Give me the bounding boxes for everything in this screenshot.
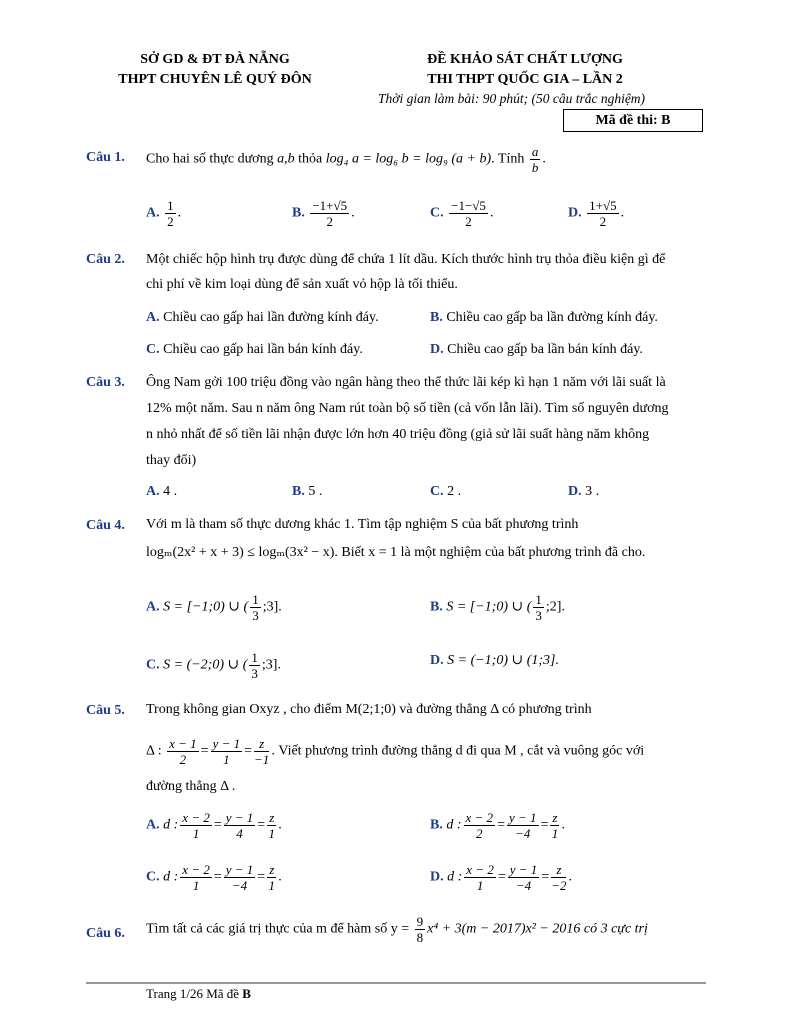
q5-line3: đường thẳng Δ . — [146, 779, 236, 794]
q4-label: Câu 4. — [86, 518, 125, 533]
q2-label: Câu 2. — [86, 252, 125, 267]
q3-line2: 12% một năm. Sau n năm ông Nam rút toàn bộ số tiền (cả vốn lẫn lãi). Tìm số nguyên dương — [146, 401, 669, 416]
q3-line4: thay đổi) — [146, 453, 197, 468]
q5-option-a[interactable]: A. d : $\frac{x - 2}{1}$ = $\frac{y - 1}{4}$ = $\frac{z}{1}$ . — [146, 810, 282, 841]
school-name: THPT CHUYÊN LÊ QUÝ ĐÔN — [118, 72, 312, 87]
q1-ask-fraction: $\frac{a}{b}$ — [531, 144, 539, 175]
q1-option-b[interactable]: B. $\frac{-1+√5}{2}$ . — [292, 198, 355, 229]
q2-option-c[interactable]: C. Chiều cao gấp hai lần bán kính đáy. — [146, 342, 363, 357]
time-note: Thời gian làm bài: 90 phút; (50 câu trắc nghiệm) — [378, 91, 646, 106]
q1-text-a: Cho hai số thực dương — [146, 151, 274, 167]
q5-line2-rest: . Viết phương trình đường thẳng d đi qua M , cắt và vuông góc với — [271, 743, 645, 759]
q5-option-b[interactable]: B. d : $\frac{x - 2}{2}$ = $\frac{y - 1}{-4}$ = $\frac{z}{1}$ . — [430, 810, 565, 841]
q3-option-d[interactable]: D. 3 . — [568, 484, 600, 499]
exam-code-box: Mã đề thi: B — [563, 109, 703, 132]
q4-option-c[interactable]: C. S = (−2;0) ∪ ( $\frac{1}{3}$ ;3]. — [146, 650, 281, 681]
q3-option-c[interactable]: C. 2 . — [430, 484, 462, 499]
q1-stem: Cho hai số thực dương a,b thỏa log₄ a = log₆ b = log₉ (a + b). Tính $\frac{a}{b}$ . — [146, 144, 546, 175]
q3-option-b[interactable]: B. 5 . — [292, 484, 323, 499]
q2-option-b[interactable]: B. Chiều cao gấp ba lần đường kính đáy. — [430, 310, 658, 325]
exam-subtitle: THI THPT QUỐC GIA – LẦN 2 — [427, 72, 623, 87]
q4-option-a[interactable]: A. S = [−1;0) ∪ ( $\frac{1}{3}$ ;3]. — [146, 592, 282, 623]
q1-text-b: thỏa — [298, 151, 323, 167]
school-dept: SỞ GD & ĐT ĐÀ NẴNG — [140, 52, 290, 67]
q6-text-post: x⁴ + 3(m − 2017)x² − 2016 có 3 cực trị — [427, 921, 648, 937]
q5-delta: Δ : — [146, 743, 162, 759]
q2-line1: Một chiếc hộp hình trụ được dùng để chứa 1 lít dầu. Kích thước hình trụ thỏa điều kiện gì để — [146, 252, 666, 267]
q5-label: Câu 5. — [86, 703, 125, 718]
q3-line1: Ông Nam gởi 100 triệu đồng vào ngân hàng theo thể thức lãi kép kì hạn 1 năm với lãi suất là — [146, 375, 666, 390]
q1-text-c: . Tính — [491, 151, 525, 167]
q3-option-a[interactable]: A. 4 . — [146, 484, 178, 499]
q5-option-d[interactable]: D. d : $\frac{x - 2}{1}$ = $\frac{y - 1}{-4}$ = $\frac{z}{-2}$ . — [430, 862, 572, 893]
q6-text-pre: Tìm tất cả các giá trị thực của m để hàm số y = — [146, 921, 410, 937]
footer-page: Trang 1/26 Mã đề — [146, 986, 240, 1001]
q1-option-a[interactable]: A. $\frac{1}{2}$ . — [146, 198, 182, 229]
q4-option-b[interactable]: B. S = [−1;0) ∪ ( $\frac{1}{3}$ ;2]. — [430, 592, 565, 623]
q5-option-c[interactable]: C. d : $\frac{x - 2}{1}$ = $\frac{y - 1}{-4}$ = $\frac{z}{1}$ . — [146, 862, 282, 893]
q5-line1: Trong không gian Oxyz , cho điểm M(2;1;0) và đường thẳng Δ có phương trình — [146, 702, 592, 717]
q1-vars: a,b — [277, 151, 295, 167]
q1-option-d[interactable]: D. $\frac{1+√5}{2}$ . — [568, 198, 625, 229]
footer-code: B — [242, 986, 251, 1001]
q1-label: Câu 1. — [86, 150, 125, 165]
q4-line1: Với m là tham số thực dương khác 1. Tìm tập nghiệm S của bất phương trình — [146, 517, 579, 532]
footer-page-info — [146, 986, 251, 1002]
q1-option-c[interactable]: C. $\frac{-1-√5}{2}$ . — [430, 198, 494, 229]
exam-title: ĐỀ KHẢO SÁT CHẤT LƯỢNG — [427, 52, 623, 67]
q5-line2: Δ : $\frac{x - 1}{2}$ = $\frac{y - 1}{1}$ = $\frac{z}{-1}$ . Viết phương trình đường thẳng d đi qua M , cắt và vuông góc với — [146, 736, 645, 767]
q1-equation: log₄ a = log₆ b = log₉ (a + b) — [325, 151, 492, 167]
q6-stem: Tìm tất cả các giá trị thực của m để hàm số y = $\frac{9}{8}$ x⁴ + 3(m − 2017)x² − 2016 có 3 cực trị — [146, 914, 648, 945]
q3-label: Câu 3. — [86, 375, 125, 390]
q4-option-d[interactable]: D. S = (−1;0) ∪ (1;3]. — [430, 653, 560, 668]
q2-line2: chi phí về kim loại dùng để sản xuất vỏ hộp là tối thiểu. — [146, 277, 458, 292]
q3-line3: n nhỏ nhất để số tiền lãi nhận được lớn hơn 40 triệu đồng (giả sử lãi suất hàng năm không — [146, 427, 650, 442]
q6-label: Câu 6. — [86, 926, 125, 941]
q2-option-a[interactable]: A. Chiều cao gấp hai lần đường kính đáy. — [146, 310, 379, 325]
q4-line2: logₘ(2x² + x + 3) ≤ logₘ(3x² − x). Biết x = 1 là một nghiệm của bất phương trình đã cho. — [146, 545, 646, 560]
q2-option-d[interactable]: D. Chiều cao gấp ba lần bán kính đáy. — [430, 342, 643, 357]
footer-divider — [86, 982, 706, 984]
